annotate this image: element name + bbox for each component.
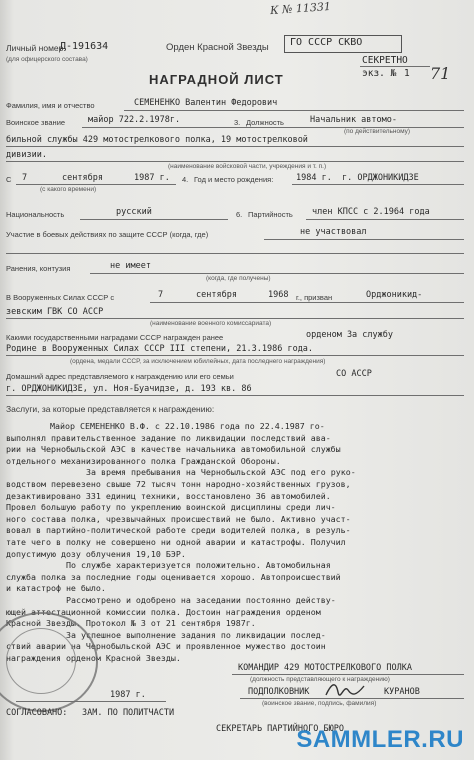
army-underline: [150, 302, 464, 303]
handwritten-reference: 71: [430, 64, 451, 83]
address-label: Домашний адрес представляемого к награждению или его семьи: [6, 372, 234, 381]
merits-line: дезактивировано 331 единиц техники, восстановлено 36 автомобилей.: [6, 490, 331, 501]
nationality-value: русский: [116, 207, 152, 217]
merits-line: За успешное выполнение задания по ликвидации послед-: [66, 629, 326, 640]
battles-underline-2: [6, 253, 464, 254]
merits-line: ствий аварии на Чернобыльской АЭС и проявленное мужество достоин: [6, 641, 326, 652]
handwritten-archive-number: К № 11331: [269, 0, 332, 18]
merits-line: водством перевезено свыше 72 тысяч тонн народно-хозяйственных грузов,: [6, 478, 351, 489]
nationality-label: Национальность: [6, 210, 65, 219]
wounds-value: не имеет: [110, 261, 151, 271]
signatory-underline: [240, 698, 464, 699]
address-region: СО АССР: [336, 369, 372, 379]
army-month: сентября: [196, 290, 237, 300]
wounds-note: (когда, где получены): [206, 275, 271, 282]
address-value: г. ОРДЖОНИКИДЗЕ, ул. Ноя-Буачидзе, д. 193 кв. 86: [6, 384, 252, 394]
battles-label: Участие в боевых действиях по защите СССР (когда, где): [6, 230, 209, 239]
site-watermark: SAMMLER.RU: [296, 726, 464, 753]
signatory-name: КУРАНОВ: [384, 687, 420, 697]
merits-line: Красной Звезды. Протокол № 3 от 21 сентября 1987г.: [6, 618, 256, 629]
merits-line: тате чего в полку не совершено ни одной аварии и катастрофы. Получил: [6, 536, 346, 547]
merits-line: и катастроф не было.: [6, 583, 106, 594]
battles-underline: [264, 239, 464, 240]
awards-value-2: Родине в Вооруженных Силах СССР III степени, 21.3.1986 года.: [6, 344, 314, 354]
handwritten-signature: [324, 680, 366, 700]
corps-note: (для офицерского состава): [6, 56, 88, 63]
since-underline: [16, 184, 176, 185]
birth-underline: [292, 184, 464, 185]
party-label: Партийность: [248, 210, 293, 219]
merits-line: Рассмотрено и одобрено на заседании постоянно действу-: [66, 594, 336, 605]
merits-line: За время пребывания на Чернобыльской АЭС под его руко-: [86, 467, 356, 478]
order-name: Орден Красной Звезды: [166, 42, 269, 53]
signatory-rank: ПОДПОЛКОВНИК: [248, 687, 310, 697]
merits-heading: Заслуги, за которые представляется к награждению:: [6, 404, 215, 414]
secret-label: СЕКРЕТНО: [362, 55, 408, 66]
personal-number-value: Д-191634: [60, 41, 109, 52]
army-year: 1968: [268, 290, 289, 300]
since-prefix: С: [6, 175, 12, 184]
fio-value: СЕМЕНЕНКО Валентин Федорович: [134, 98, 278, 108]
merits-line: ного состава полка, чрезвычайных происшествий не было. Активно участ-: [6, 513, 351, 524]
position-number: 3.: [234, 118, 241, 127]
army-commissariat-2: зевским ГВК СО АССР: [6, 307, 104, 317]
merits-line: Провел большую работу по укреплению воинской дисциплины среди лич-: [6, 502, 336, 513]
unit-underline-2: [6, 161, 464, 162]
rank-value: майор 722.2.1978г.: [88, 115, 181, 125]
battles-value: не участвовал: [300, 227, 367, 237]
merits-line: выполнял правительственное задание по ликвидации последствий ава-: [6, 432, 331, 443]
personal-number-label: Личный номер:: [6, 43, 66, 53]
merits-line: служба полка за последние годы оценивается хорошо. Автопроисшествий: [6, 571, 341, 582]
signature-date-underline: [16, 701, 166, 702]
awards-value-1: орденом За службу: [306, 330, 393, 340]
merits-line: вовал в партийно-политической работе среди водителей полка, в резуль-: [6, 525, 351, 536]
signatory-title-note: (должность представляющего к награждению): [250, 676, 390, 683]
merits-line: награждения орденом Красной Звезды.: [6, 652, 181, 663]
signatory-title-underline: [232, 674, 464, 675]
fio-underline: [124, 110, 464, 111]
unit-underline-1: [6, 146, 464, 147]
position-label: Должность: [246, 118, 284, 127]
unit-line-1: бильной службы 429 мотострелкового полка, 19 мотострелковой: [6, 135, 308, 145]
position-note: (по действительному): [344, 128, 411, 135]
document-title: НАГРАДНОЙ ЛИСТ: [149, 72, 284, 87]
since-note: (с какого времени): [40, 186, 97, 193]
copy-number: 1: [404, 68, 410, 79]
army-called-label: г., призван: [296, 293, 333, 302]
merits-line: ющей аттестационной комиссии полка. Достоин награждения орденом: [6, 606, 321, 617]
merits-line: рии на Чернобыльской АЭС в качестве начальника автомобильной службы: [6, 444, 341, 455]
secret-underline: [360, 66, 430, 67]
army-underline-2: [6, 318, 464, 319]
signature-date: 1987 г.: [110, 690, 146, 700]
copy-label: экз. №: [362, 68, 397, 79]
official-seal-inner-ring: [6, 628, 76, 694]
since-day: 7: [22, 173, 28, 183]
unit-note: (наименование войсковой части, учреждения и т. п.): [168, 163, 327, 170]
birth-year: 1984 г.: [296, 173, 332, 183]
agreed-value: ЗАМ. ПО ПОЛИТЧАСТИ: [82, 708, 175, 718]
wounds-underline: [90, 273, 464, 274]
archive-stamp-text: ГО СССР СКВО: [290, 37, 363, 48]
awards-label: Какими государственными наградами СССР награжден ранее: [6, 333, 224, 342]
wounds-label: Ранения, контузия: [6, 264, 71, 273]
merits-line: Майор СЕМЕНЕНКО В.Ф. с 22.10.1986 года по 22.4.1987 го-: [50, 421, 325, 431]
address-underline: [6, 395, 464, 396]
position-value: Начальник автомо-: [310, 115, 397, 125]
awards-underline: [6, 355, 464, 356]
army-commissariat: Орджоникид-: [366, 290, 423, 300]
birth-label: Год и место рождения:: [194, 175, 274, 184]
army-label: В Вооруженных Силах СССР с: [6, 293, 115, 302]
army-note: (наименование военного комиссариата): [150, 320, 272, 327]
unit-line-2: дивизии.: [6, 150, 47, 160]
fio-label: Фамилия, имя и отчество: [6, 101, 95, 110]
party-value: член КПСС с 2.1964 года: [312, 207, 430, 217]
merits-line: По службе характеризуется положительно. Автомобильная: [66, 560, 331, 571]
awards-note: (ордена, медали СССР, за исключением юбилейных, дата последнего награждения): [70, 358, 326, 365]
rank-label: Воинское звание: [6, 118, 66, 127]
birth-number: 4.: [182, 175, 189, 184]
agreed-label: СОГЛАСОВАНО:: [6, 708, 68, 718]
nationality-underline: [80, 219, 228, 220]
signatory-name-note: (воинское звание, подпись, фамилия): [262, 700, 377, 707]
signatory-title: КОМАНДИР 429 МОТОСТРЕЛКОВОГО ПОЛКА: [238, 663, 412, 673]
party-number: 6.: [236, 210, 243, 219]
party-secretary: СЕКРЕТАРЬ ПАРТИЙНОГО БЮРО: [216, 724, 344, 734]
army-day: 7: [158, 290, 164, 300]
merits-line: допустимую дозу облучения 19,10 БЭР.: [6, 548, 186, 559]
merits-line: отдельного механизированного полка Гражданской Обороны.: [6, 455, 281, 466]
birth-place: г. ОРДЖОНИКИДЗЕ: [342, 173, 419, 183]
since-month: сентября: [62, 173, 103, 183]
since-year: 1987 г.: [134, 173, 170, 183]
party-underline: [306, 219, 464, 220]
